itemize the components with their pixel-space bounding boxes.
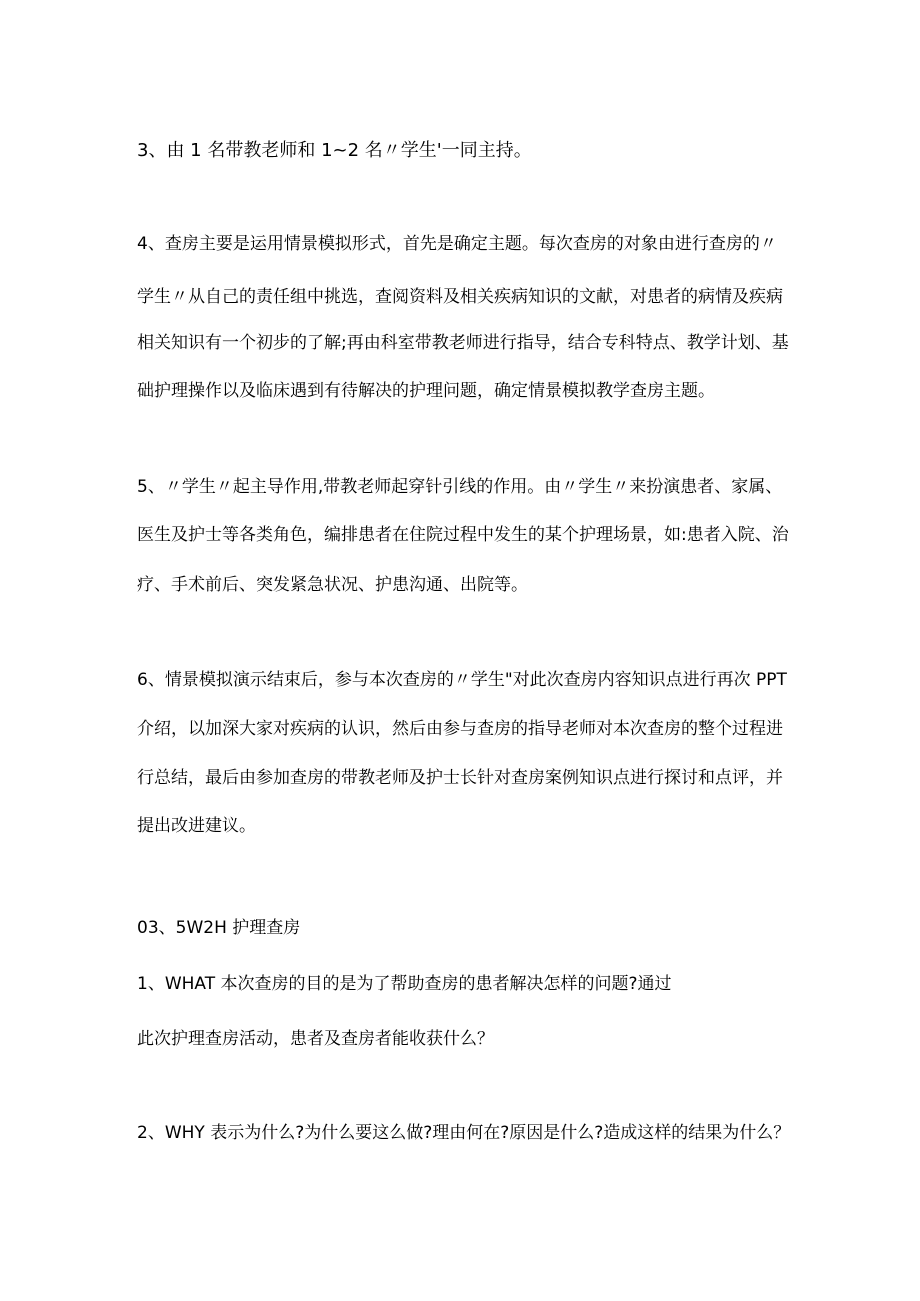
paragraph-4-line-3: 相关知识有一个初步的了解;再由科室带教老师进行指导，结合专科特点、教学计划、基: [137, 333, 789, 353]
paragraph-6-line-4: 提出改进建议。: [137, 816, 256, 836]
paragraph-6-line-2: 介绍，以加深大家对疾病的认识，然后由参与查房的指导老师对本次查房的整个过程进: [137, 719, 783, 739]
section-heading: 03、5W2H 护理查房: [137, 918, 301, 938]
paragraph-4-line-4: 础护理操作以及临床遇到有待解决的护理问题，确定情景模拟教学查房主题。: [137, 381, 715, 401]
paragraph-6-line-1: 6、情景模拟演示结束后，参与本次查房的〃学生"对此次查房内容知识点进行再次 PPT: [137, 670, 787, 690]
paragraph-6-line-3: 行总结，最后由参加查房的带教老师及护士长针对查房案例知识点进行探讨和点评，并: [137, 768, 783, 788]
paragraph-5-line-2: 医生及护士等各类角色，编排患者在住院过程中发生的某个护理场景，如:患者入院、治: [137, 525, 789, 545]
what-line-2: 此次护理查房活动，患者及查房者能收获什么？: [137, 1029, 494, 1049]
what-line-1: 1、WHAT 本次查房的目的是为了帮助查房的患者解决怎样的问题?通过: [137, 974, 672, 994]
why-line-1: 2、WHY 表示为什么?为什么要这么做?理由何在?原因是什么?造成这样的结果为什么？: [137, 1123, 791, 1143]
paragraph-5-line-1: 5、〃学生〃起主导作用,带教老师起穿针引线的作用。由〃学生〃来扮演患者、家属、: [137, 477, 783, 497]
paragraph-4-line-2: 学生〃从自己的责任组中挑选，查阅资料及相关疾病知识的文献，对患者的病情及疾病: [137, 287, 783, 307]
paragraph-4-line-1: 4、查房主要是运用情景模拟形式，首先是确定主题。每次查房的对象由进行查房的〃: [137, 234, 777, 254]
paragraph-5-line-3: 疗、手术前后、突发紧急状况、护患沟通、出院等。: [137, 575, 528, 595]
paragraph-3-line-1: 3、由 1 名带教老师和 1~2 名〃学生'一同主持。: [137, 140, 532, 161]
